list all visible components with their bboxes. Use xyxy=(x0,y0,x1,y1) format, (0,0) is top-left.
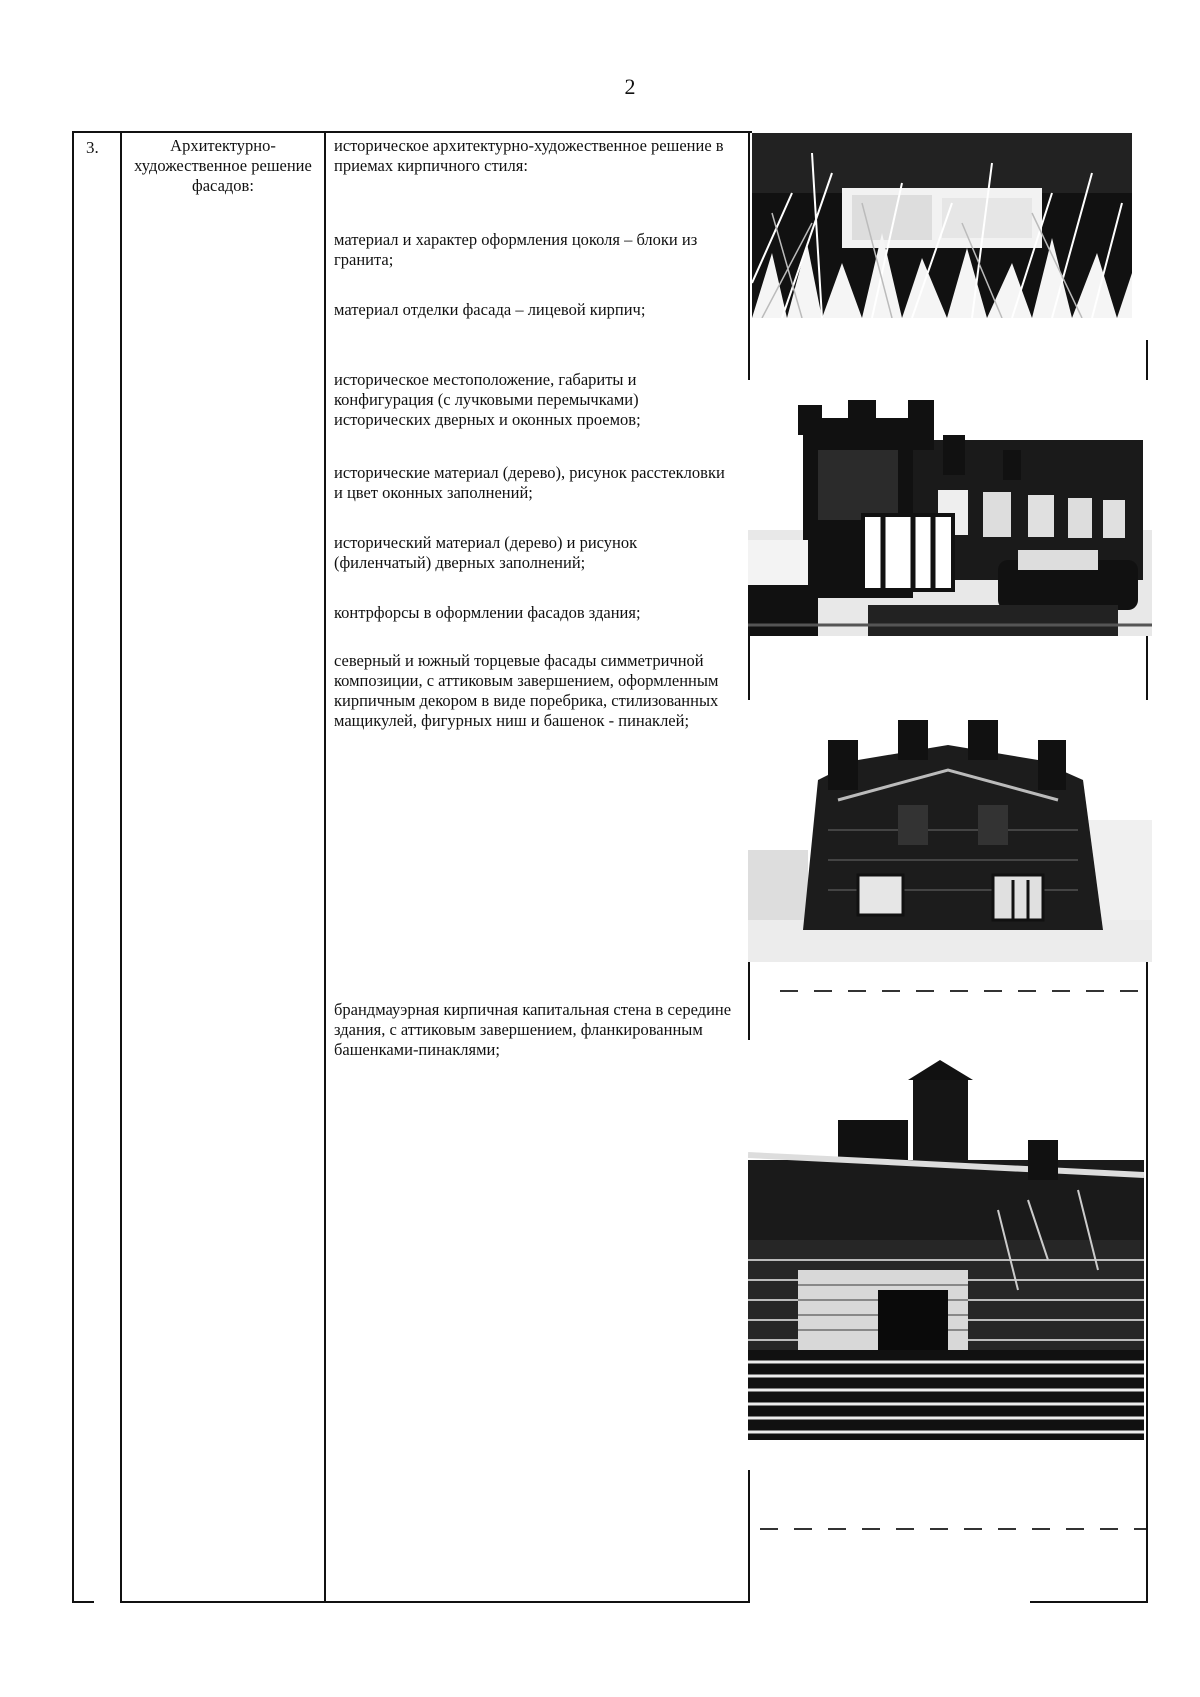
table-bottom-border xyxy=(120,1601,750,1603)
description-paragraph: историческое архитектурно-художественное решение в приемах кирпичного стиля: xyxy=(334,136,724,175)
column-divider-2 xyxy=(324,131,326,1603)
description-paragraph: материал отделки фасада – лицевой кирпич; xyxy=(334,300,646,319)
description-paragraph: исторический материал (дерево) и рисунок (филенчатый) дверных заполнений; xyxy=(334,533,638,572)
page-number: 2 xyxy=(624,74,636,99)
photo-granite-plinth xyxy=(752,133,1132,318)
table-top-border xyxy=(72,131,752,133)
column-divider-1 xyxy=(120,131,122,1603)
row-name: Архитектурно-художественное решение фасадов: xyxy=(134,136,312,195)
description-paragraph: брандмауэрная кирпичная капитальная стена в середине здания, с аттиковым завершением, фланкированным башенками-пинаклями; xyxy=(334,1000,732,1059)
row-number: 3. xyxy=(86,138,99,157)
photo-building-corner xyxy=(748,380,1152,636)
photo-end-facade xyxy=(748,700,1152,962)
description-paragraph: контрфорсы в оформлении фасадов здания; xyxy=(334,603,641,622)
description-paragraph: историческое местоположение, габариты и конфигурация (с лучковыми перемычками) исторических дверных и оконных проемов; xyxy=(334,370,641,429)
photo-frame-dash-top xyxy=(780,990,1140,992)
table-left-border xyxy=(72,131,74,1603)
photo-firewall-attic xyxy=(748,1040,1144,1470)
table-bottom-mark-left xyxy=(72,1601,94,1603)
photo-frame-dash-bottom xyxy=(760,1528,1146,1530)
description-paragraph: материал и характер оформления цоколя – блоки из гранита; xyxy=(334,230,698,269)
description-paragraph: исторические материал (дерево), рисунок расстекловки и цвет оконных заполнений; xyxy=(334,463,725,502)
description-paragraph: северный и южный торцевые фасады симметричной композиции, с аттиковым завершением, оформленным кирпичным декором в виде поребрика, стилизованных мащикулей, фигурных ниш и башенок - пинаклей; xyxy=(334,651,719,730)
table-bottom-border-right xyxy=(1030,1601,1148,1603)
